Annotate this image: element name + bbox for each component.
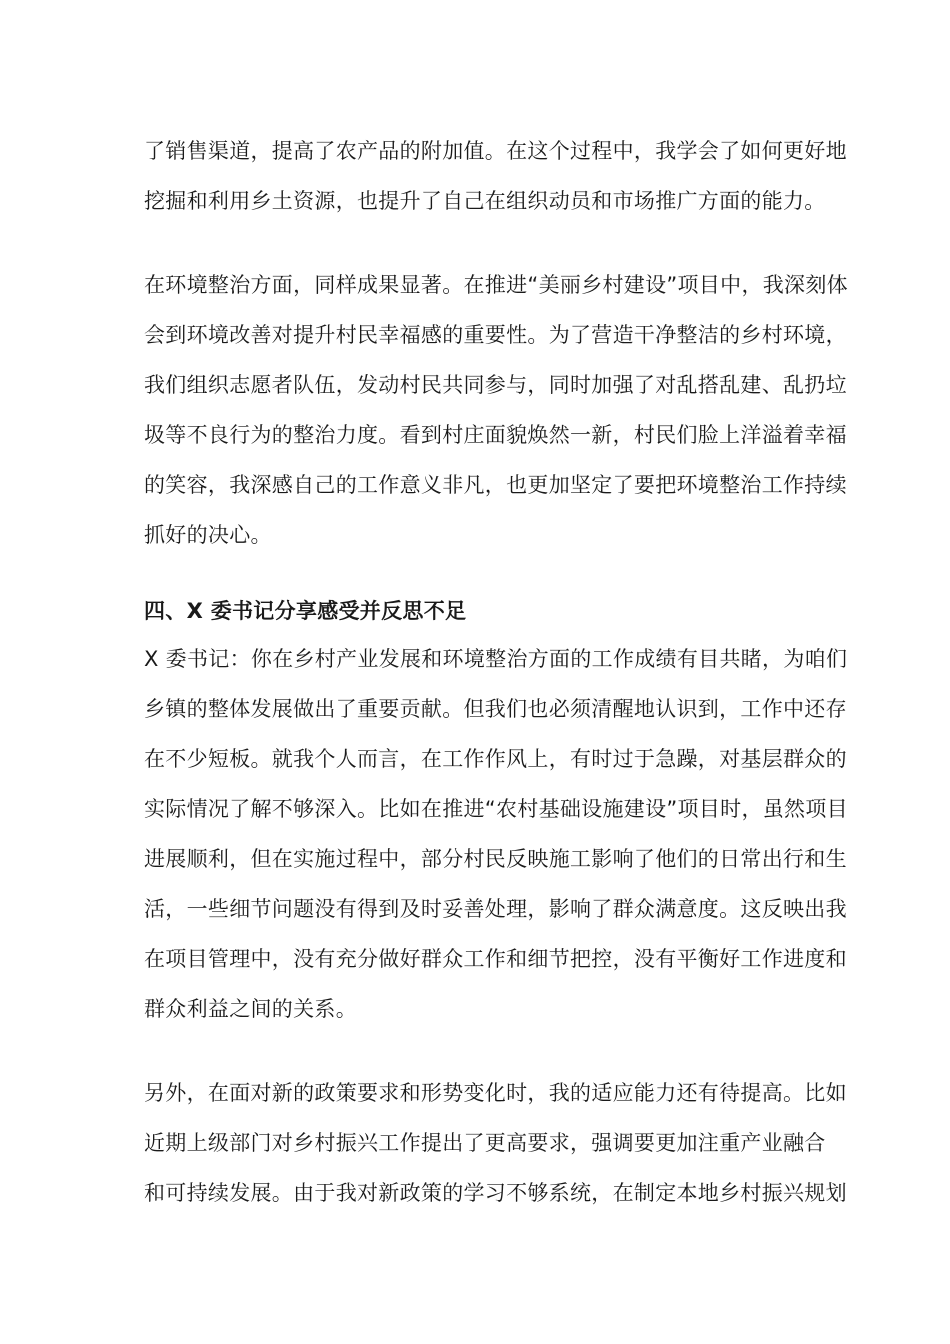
paragraph-3 — [144, 634, 848, 1034]
text-line: 了销售渠道，提高了农产品的附加值。在这个过程中，我学会了如何更好地 — [144, 139, 847, 163]
paragraph-1 — [144, 126, 847, 226]
document-page — [144, 126, 848, 1218]
text-line: 的笑容，我深感自己的工作意义非凡，也更加坚定了要把环境整治工作持续 — [144, 473, 847, 497]
text-line: 乡镇的整体发展做出了重要贡献。但我们也必须清醒地认识到，工作中还存 — [144, 697, 847, 721]
paragraph-2 — [144, 260, 848, 560]
text-line: 会到环境改善对提升村民幸福感的重要性。为了营造干净整洁的乡村环境， — [144, 323, 847, 347]
paragraph-spacer — [144, 560, 814, 594]
text-line: X 委书记：你在乡村产业发展和环境整治方面的工作成绩有目共睹，为咱们 — [144, 647, 848, 671]
text-line: 进展顺利，但在实施过程中，部分村民反映施工影响了他们的日常出行和生 — [144, 847, 847, 871]
text-line: 在环境整治方面，同样成果显著。在推进“美丽乡村建设”项目中，我深刻体 — [144, 273, 848, 297]
text-line: 抓好的决心。 — [144, 523, 272, 547]
text-line: 我们组织志愿者队伍，发动村民共同参与，同时加强了对乱搭乱建、乱扔垃 — [144, 373, 847, 397]
text-line: 挖掘和利用乡土资源，也提升了自己在组织动员和市场推广方面的能力。 — [144, 189, 826, 213]
text-line: 活，一些细节问题没有得到及时妥善处理，影响了群众满意度。这反映出我 — [144, 897, 847, 921]
text-line: 近期上级部门对乡村振兴工作提出了更高要求，强调要更加注重产业融合 — [144, 1131, 826, 1155]
text-line: 和可持续发展。由于我对新政策的学习不够系统，在制定本地乡村振兴规划 — [144, 1181, 847, 1205]
paragraph-spacer — [144, 1034, 814, 1068]
text-line: 群众利益之间的关系。 — [144, 997, 357, 1021]
text-line: 实际情况了解不够深入。比如在推进“农村基础设施建设”项目时，虽然项目 — [144, 797, 848, 821]
paragraph-spacer — [144, 226, 814, 260]
text-line: 另外，在面对新的政策要求和形势变化时，我的适应能力还有待提高。比如 — [144, 1081, 847, 1105]
text-line: 在项目管理中，没有充分做好群众工作和细节把控，没有平衡好工作进度和 — [144, 947, 847, 971]
text-line: 在不少短板。就我个人而言，在工作作风上，有时过于急躁，对基层群众的 — [144, 747, 847, 771]
section-heading: 四、X 委书记分享感受并反思不足 — [144, 599, 467, 623]
paragraph-4 — [144, 1068, 847, 1218]
text-line: 圾等不良行为的整治力度。看到村庄面貌焕然一新，村民们脸上洋溢着幸福 — [144, 423, 847, 447]
